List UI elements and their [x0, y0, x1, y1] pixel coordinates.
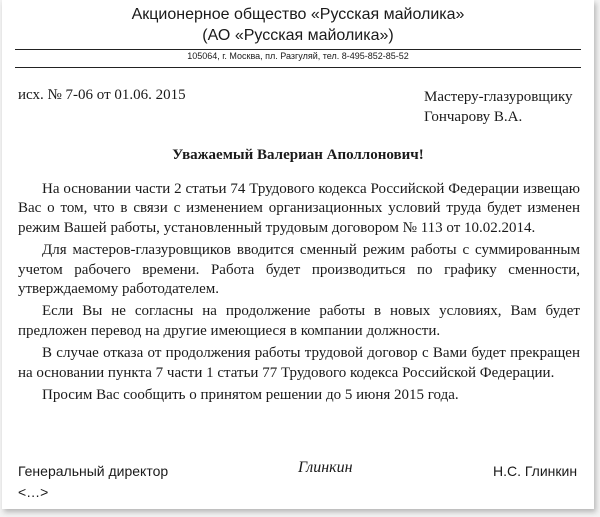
omission-marker: <…> [18, 484, 49, 500]
addressee-position: Мастеру-глазуровщику [424, 89, 573, 105]
addressee-name: Гончарову В.А. [424, 109, 523, 125]
org-address: 105064, г. Москва, пл. Разгуляй, тел. 8-495-852-85-52 [187, 51, 409, 61]
org-short-name: (АО «Русская майолика») [202, 27, 394, 44]
header-rule-top [15, 49, 581, 50]
paragraph: Если Вы не согласны на продолжение работы в новых условиях, Вам будет предложен перевод на другие имеющиеся в компании должности. [18, 303, 580, 339]
addressee [424, 87, 573, 127]
paragraph: На основании части 2 статьи 74 Трудового кодекса Российской Федерации извещаю Вас о том, что в связи с изменением организационных условий труда будет изменен режим Вашей работы, установленный трудовым договором № 113 от 10.02.2014. [18, 181, 580, 236]
paragraph: Просим Вас сообщить о принятом решении до 5 июня 2015 года. [42, 387, 459, 404]
greeting: Уважаемый Валериан Аполлонович! [172, 147, 424, 163]
letter-body [18, 180, 580, 408]
outgoing-reference: исх. № 7-06 от 01.06. 2015 [18, 87, 186, 103]
org-name: Акционерное общество «Русская майолика» [131, 6, 465, 23]
paragraph: Для мастеров-глазуровщиков вводится сменный режим работы с суммированным учетом рабочего времени. Работа будет производиться по графику сменности, утверждаемому работодателем. [18, 242, 580, 298]
paragraph: В случае отказа от продолжения работы трудовой договор с Вами будет прекращен на основании пункта 7 части 1 статьи 77 Трудового кодекса Российской Федерации. [18, 345, 580, 381]
header-rule-bottom [15, 67, 581, 68]
signatory-title: Генеральный директор [18, 463, 169, 479]
signatory-name: Н.С. Глинкин [493, 463, 578, 479]
letter-sheet [2, 0, 594, 509]
handwritten-signature: Глинкин [298, 459, 353, 476]
